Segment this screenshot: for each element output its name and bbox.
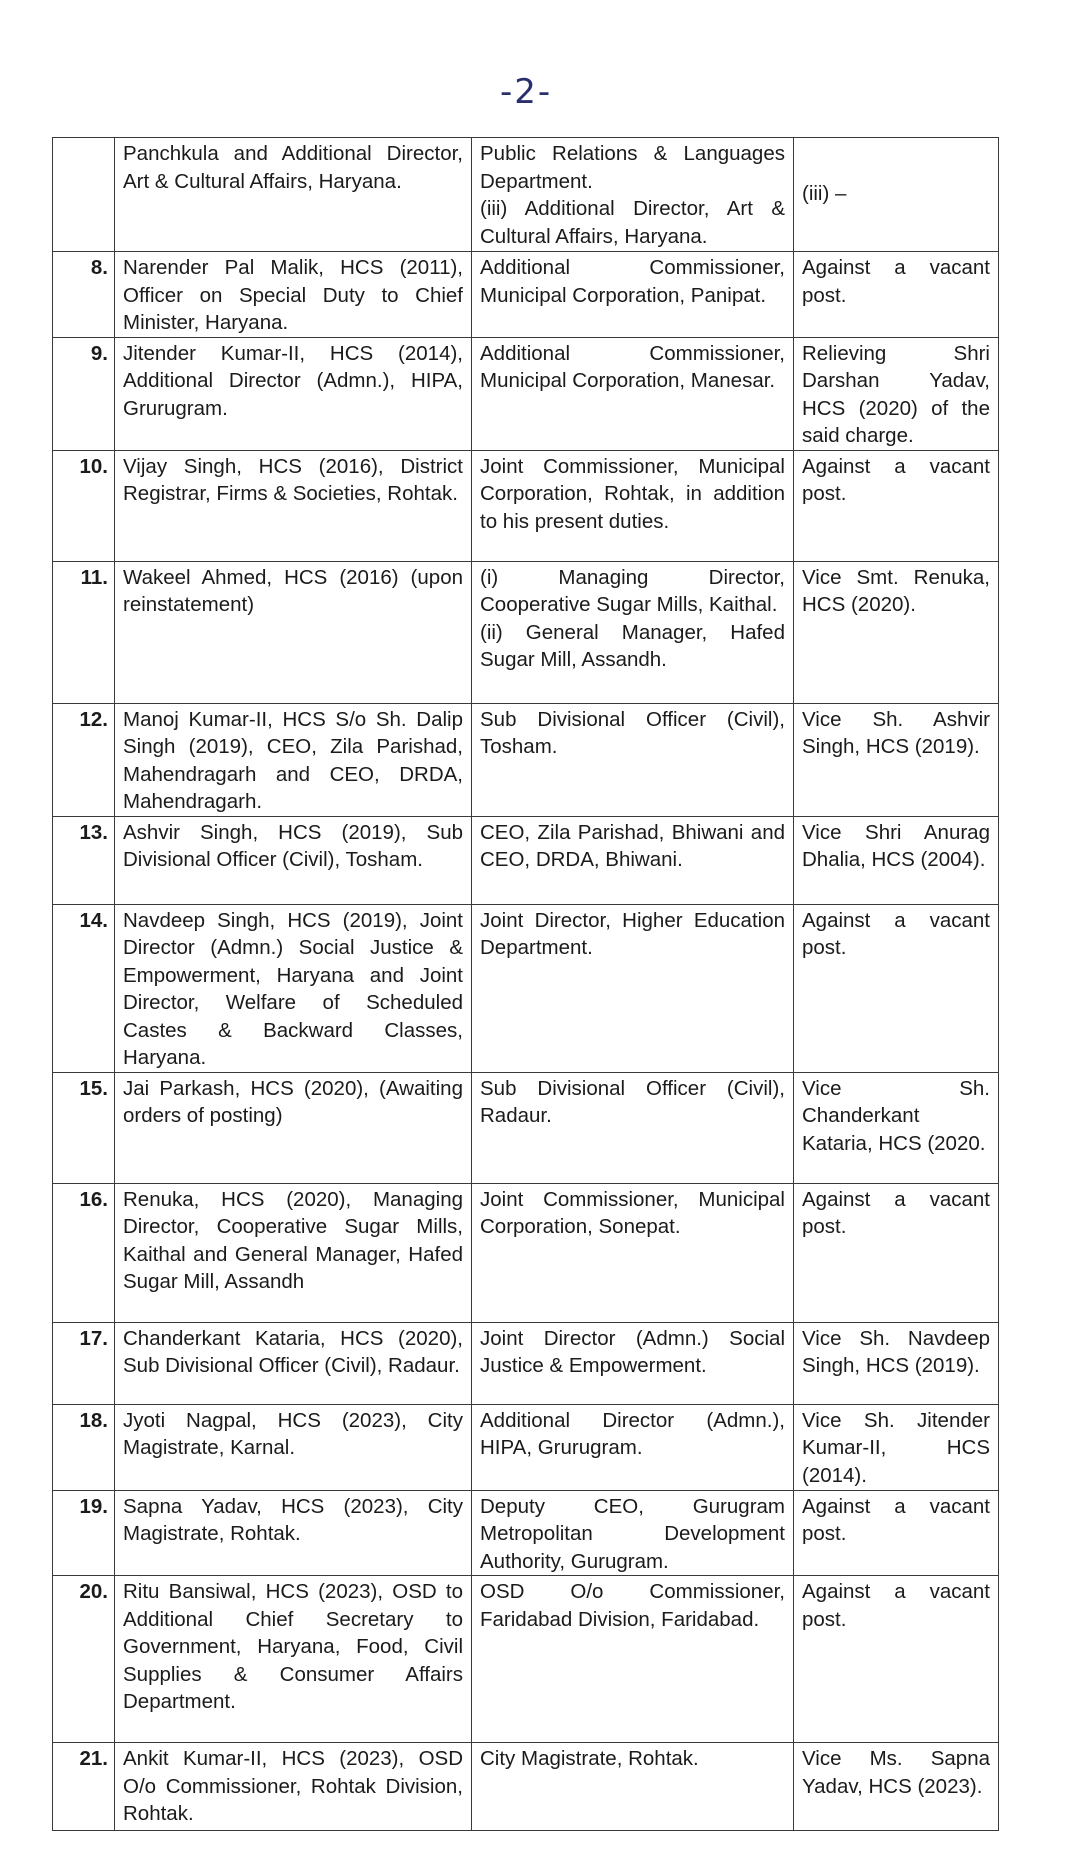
new-posting: City Magistrate, Rohtak.	[472, 1743, 794, 1831]
officer-details: Sapna Yadav, HCS (2023), City Magistrate, Rohtak.	[115, 1490, 472, 1576]
remarks: Relieving Shri Darshan Yadav, HCS (2020) of the said charge.	[794, 337, 999, 450]
table-row	[53, 450, 999, 561]
remarks: Vice Smt. Renuka, HCS (2020).	[794, 561, 999, 703]
serial-number: 11.	[53, 561, 115, 703]
serial-number: 12.	[53, 703, 115, 816]
serial-number: 18.	[53, 1404, 115, 1490]
table-row	[53, 816, 999, 904]
table-row	[53, 561, 999, 703]
remarks: Against a vacant post.	[794, 1576, 999, 1743]
remarks: Against a vacant post.	[794, 450, 999, 561]
officer-details: Navdeep Singh, HCS (2019), Joint Director (Admn.) Social Justice & Empowerment, Haryana and Joint Director, Welfare of Scheduled Castes & Backward Classes, Haryana.	[115, 904, 472, 1072]
posting-line: (ii) General Manager, Hafed Sugar Mill, Assandh.	[480, 620, 785, 671]
table-row	[53, 1404, 999, 1490]
table-row	[53, 1743, 999, 1831]
officer-details: Ankit Kumar-II, HCS (2023), OSD O/o Commissioner, Rohtak Division, Rohtak.	[115, 1743, 472, 1831]
remarks: Against a vacant post.	[794, 904, 999, 1072]
table-row	[53, 337, 999, 450]
officer-details: Jyoti Nagpal, HCS (2023), City Magistrate, Karnal.	[115, 1404, 472, 1490]
posting-line: (iii) Additional Director, Art & Cultural Affairs, Haryana.	[480, 197, 785, 248]
remarks-text: (iii) –	[802, 182, 847, 205]
serial-number: 19.	[53, 1490, 115, 1576]
new-posting: Additional Commissioner, Municipal Corporation, Manesar.	[472, 337, 794, 450]
new-posting	[472, 138, 794, 252]
remarks: Vice Shri Anurag Dhalia, HCS (2004).	[794, 816, 999, 904]
remarks: Against a vacant post.	[794, 1183, 999, 1322]
table-row	[53, 1322, 999, 1404]
serial-number: 16.	[53, 1183, 115, 1322]
remarks: Vice Ms. Sapna Yadav, HCS (2023).	[794, 1743, 999, 1831]
new-posting: Joint Director, Higher Education Department.	[472, 904, 794, 1072]
officer-details: Ritu Bansiwal, HCS (2023), OSD to Additional Chief Secretary to Government, Haryana, Food, Civil Supplies & Consumer Affairs Department.	[115, 1576, 472, 1743]
officer-details: Panchkula and Additional Director, Art & Cultural Affairs, Haryana.	[115, 138, 472, 252]
officer-details: Manoj Kumar-II, HCS S/o Sh. Dalip Singh (2019), CEO, Zila Parishad, Mahendragarh and CEO, DRDA, Mahendragarh.	[115, 703, 472, 816]
remarks: Against a vacant post.	[794, 1490, 999, 1576]
new-posting: Additional Commissioner, Municipal Corporation, Panipat.	[472, 252, 794, 338]
table-row	[53, 1072, 999, 1183]
table-row	[53, 904, 999, 1072]
remarks: Vice Sh. Jitender Kumar-II, HCS (2014).	[794, 1404, 999, 1490]
serial-number: 9.	[53, 337, 115, 450]
posting-orders-table	[52, 137, 999, 1831]
officer-details: Renuka, HCS (2020), Managing Director, Cooperative Sugar Mills, Kaithal and General Manager, Hafed Sugar Mill, Assandh	[115, 1183, 472, 1322]
new-posting: OSD O/o Commissioner, Faridabad Division, Faridabad.	[472, 1576, 794, 1743]
new-posting: Sub Divisional Officer (Civil), Tosham.	[472, 703, 794, 816]
page-number: -2-	[500, 72, 553, 112]
serial-number: 15.	[53, 1072, 115, 1183]
table-row	[53, 703, 999, 816]
officer-details: Narender Pal Malik, HCS (2011), Officer on Special Duty to Chief Minister, Haryana.	[115, 252, 472, 338]
officer-details: Ashvir Singh, HCS (2019), Sub Divisional Officer (Civil), Tosham.	[115, 816, 472, 904]
table-row	[53, 252, 999, 338]
serial-number: 20.	[53, 1576, 115, 1743]
remarks: Vice Sh. Navdeep Singh, HCS (2019).	[794, 1322, 999, 1404]
serial-number: 13.	[53, 816, 115, 904]
serial-number: 17.	[53, 1322, 115, 1404]
posting-line: (i) Managing Director, Cooperative Sugar Mills, Kaithal.	[480, 565, 785, 616]
new-posting: Joint Commissioner, Municipal Corporation, Rohtak, in addition to his present duties.	[472, 450, 794, 561]
new-posting: CEO, Zila Parishad, Bhiwani and CEO, DRDA, Bhiwani.	[472, 816, 794, 904]
table-row	[53, 1183, 999, 1322]
serial-number: 21.	[53, 1743, 115, 1831]
remarks: Vice Sh. Chanderkant Kataria, HCS (2020.	[794, 1072, 999, 1183]
serial-number: 8.	[53, 252, 115, 338]
officer-details: Jitender Kumar-II, HCS (2014), Additional Director (Admn.), HIPA, Grurugram.	[115, 337, 472, 450]
serial-number	[53, 138, 115, 252]
posting-line: Public Relations & Languages Department.	[480, 142, 785, 193]
new-posting: Joint Director (Admn.) Social Justice & Empowerment.	[472, 1322, 794, 1404]
officer-details: Chanderkant Kataria, HCS (2020), Sub Divisional Officer (Civil), Radaur.	[115, 1322, 472, 1404]
table-row	[53, 138, 999, 252]
new-posting: Joint Commissioner, Municipal Corporation, Sonepat.	[472, 1183, 794, 1322]
officer-details: Jai Parkash, HCS (2020), (Awaiting orders of posting)	[115, 1072, 472, 1183]
serial-number: 14.	[53, 904, 115, 1072]
new-posting: Sub Divisional Officer (Civil), Radaur.	[472, 1072, 794, 1183]
table-row	[53, 1576, 999, 1743]
serial-number: 10.	[53, 450, 115, 561]
remarks: Vice Sh. Ashvir Singh, HCS (2019).	[794, 703, 999, 816]
new-posting: Deputy CEO, Gurugram Metropolitan Development Authority, Gurugram.	[472, 1490, 794, 1576]
new-posting: Additional Director (Admn.), HIPA, Grurugram.	[472, 1404, 794, 1490]
new-posting	[472, 561, 794, 703]
remarks	[794, 138, 999, 252]
officer-details: Vijay Singh, HCS (2016), District Registrar, Firms & Societies, Rohtak.	[115, 450, 472, 561]
remarks: Against a vacant post.	[794, 252, 999, 338]
table-row	[53, 1490, 999, 1576]
officer-details: Wakeel Ahmed, HCS (2016) (upon reinstatement)	[115, 561, 472, 703]
